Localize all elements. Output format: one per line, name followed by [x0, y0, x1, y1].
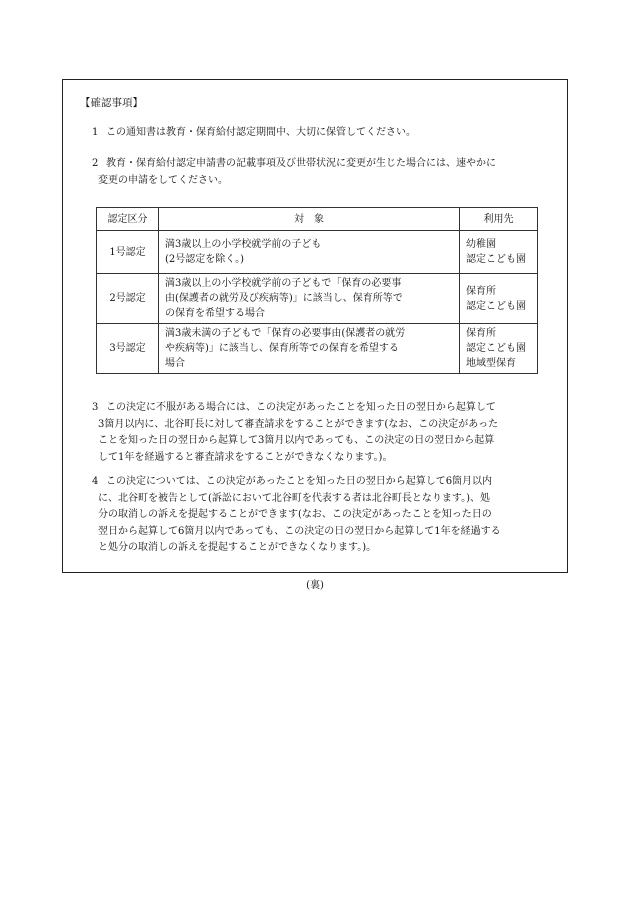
- row-3-place-line-1: 保育所: [466, 328, 496, 339]
- header-kubun: 認定区分: [97, 208, 159, 231]
- row-3-kubun: 3号認定: [97, 324, 159, 374]
- row-2-target-line-1: 満3歳以上の小学校就学前の子どもで「保育の必要事: [165, 278, 402, 289]
- row-1-place-line-1: 幼稚園: [466, 239, 496, 250]
- section-heading: 【確認事項】: [80, 97, 143, 109]
- row-2-place-line-1: 保育所: [466, 285, 496, 297]
- row-3-target: [159, 324, 460, 374]
- row-1-place: [460, 231, 538, 274]
- header-target: 対 象: [159, 208, 460, 231]
- item-4-line-4: 翌日から起算して6箇月以内であっても、この決定の日の翌日から起算して1年を経過する: [98, 525, 501, 537]
- item-4-line-1: この決定については、この決定があったことを知った日の翌日から起算して6箇月以内: [106, 476, 493, 487]
- item-3-number: 3: [92, 402, 99, 413]
- item-4-line-5: と処分の取消しの訴えを提起することができなくなります。)。: [98, 542, 377, 553]
- row-1-place-line-2: 認定こども園: [466, 254, 526, 265]
- row-1-kubun: 1号認定: [97, 231, 159, 274]
- row-1-target-line-2: (2号認定を除く。): [165, 254, 244, 265]
- item-3-line-1: この決定に不服がある場合には、この決定があったことを知った日の翌日から起算して: [106, 402, 496, 413]
- row-3-place-line-3: 地域型保育: [466, 358, 516, 369]
- row-2-target-line-2: 由(保護者の就労及び疾病等)」に該当し、保育所等で: [165, 293, 403, 304]
- item-2: [92, 156, 496, 189]
- item-4-line-3: 分の取消しの訴えを提起することができます(なお、この決定があったことを知った日の: [98, 509, 492, 520]
- item-3: [92, 400, 499, 466]
- row-2-kubun: 2号認定: [97, 274, 159, 324]
- row-2-target: [159, 274, 460, 324]
- item-4: [92, 474, 501, 557]
- table-row: [97, 231, 538, 274]
- row-3-place: [460, 324, 538, 374]
- certification-table: [96, 207, 538, 374]
- item-2-line-1: 教育・保育給付認定申請書の記載事項及び世帯状況に変更が生じた場合には、速やかに: [106, 158, 496, 169]
- item-1-number: 1: [92, 127, 99, 138]
- item-3-line-3: ことを知った日の翌日から起算して3箇月以内であっても、この決定の日の翌日から起算: [98, 435, 495, 446]
- row-1-target-line-1: 満3歳以上の小学校就学前の子ども: [165, 239, 322, 250]
- item-3-line-4: して1年を経過すると審査請求をすることができなくなります。)。: [98, 451, 393, 463]
- table-row: [97, 274, 538, 324]
- item-1: [92, 125, 416, 142]
- item-1-line-1: この通知書は教育・保育給付認定期間中、大切に保管してください。: [106, 127, 416, 138]
- row-3-target-line-2: や疾病等)」に該当し、保育所等での保育を希望する: [165, 343, 399, 354]
- item-2-line-2: 変更の申請をしてください。: [98, 174, 228, 186]
- table-row: [97, 324, 538, 374]
- item-4-line-2: に、北谷町を被告として(訴訟において北谷町を代表する者は北谷町長となります。)、処: [98, 492, 491, 504]
- row-2-place-line-2: 認定こども園: [466, 300, 526, 312]
- row-2-target-line-3: の保育を希望する場合: [165, 308, 265, 319]
- table-header-row: [97, 208, 538, 231]
- row-1-target: [159, 231, 460, 274]
- header-place: 利用先: [460, 208, 538, 231]
- item-3-line-2: 3箇月以内に、北谷町長に対して審査請求をすることができます(なお、この決定があった: [98, 418, 499, 430]
- row-3-target-line-3: 場合: [165, 358, 185, 369]
- row-2-place: [460, 274, 538, 324]
- row-3-place-line-2: 認定こども園: [466, 343, 526, 354]
- item-4-number: 4: [92, 476, 99, 487]
- page-footer: (裏): [306, 580, 324, 591]
- row-3-target-line-1: 満3歳未満の子どもで「保育の必要事由(保護者の就労: [165, 328, 406, 339]
- item-2-number: 2: [92, 158, 99, 169]
